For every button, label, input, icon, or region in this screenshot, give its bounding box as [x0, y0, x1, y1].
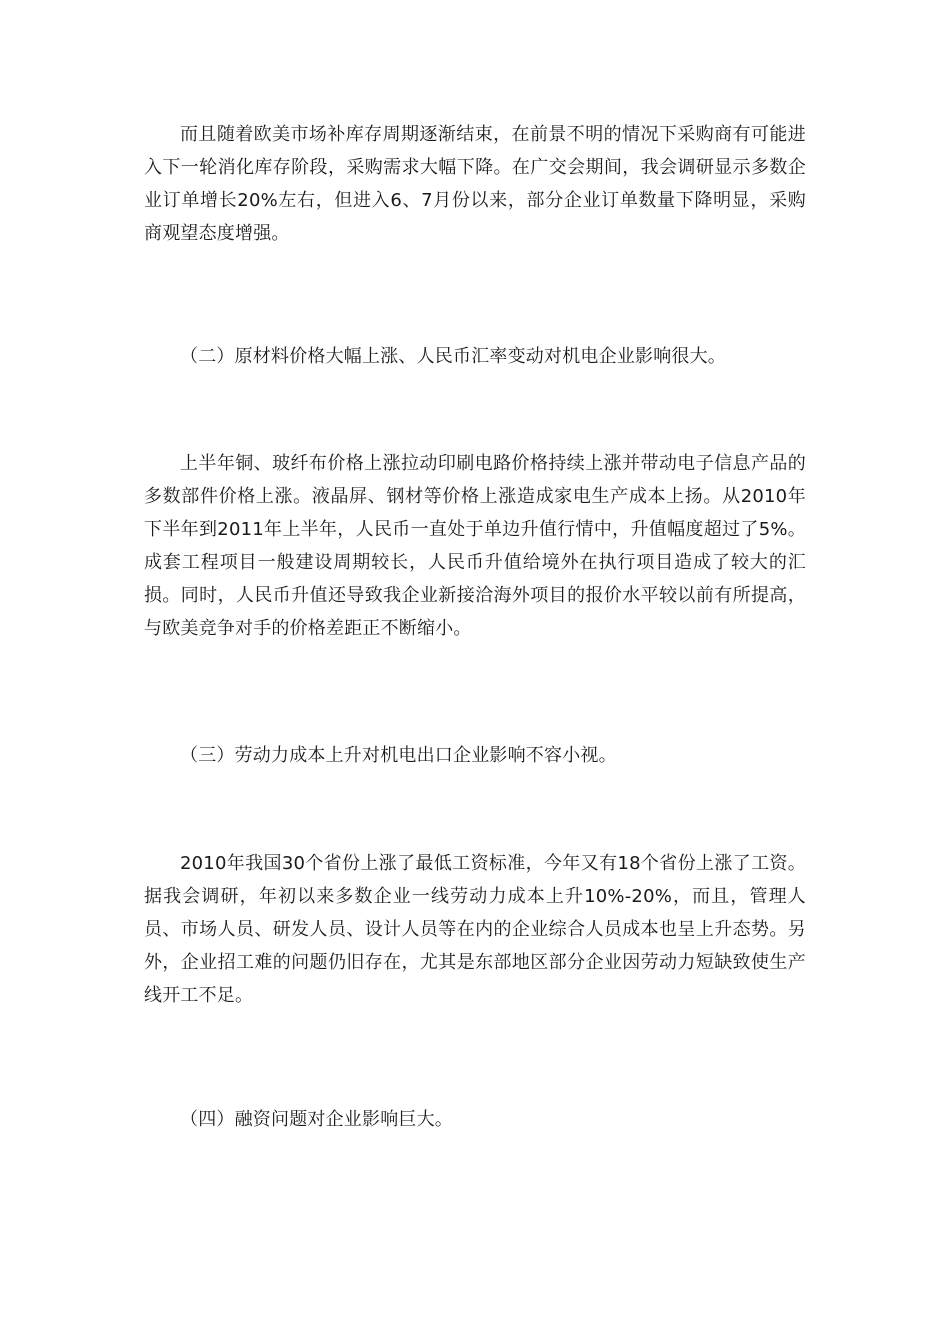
body-paragraph: 上半年铜、玻纤布价格上涨拉动印刷电路价格持续上涨并带动电子信息产品的多数部件价格上涨。液晶屏、钢材等价格上涨造成家电生产成本上扬。从2010年下半年到2011年上半年，人民币一直处于单边升值行情中，升值幅度超过了5%。成套工程项目一般建设周期较长，人民币升值给境外在执行项目造成了较大的汇损。同时，人民币升值还导致我企业新接洽海外项目的报价水平较以前有所提高，与欧美竞争对手的价格差距正不断缩小。 — [144, 453, 806, 639]
section-heading: （四）融资问题对企业影响巨大。 — [180, 1109, 453, 1130]
body-paragraph: 而且随着欧美市场补库存周期逐渐结束，在前景不明的情况下采购商有可能进入下一轮消化库存阶段，采购需求大幅下降。在广交会期间，我会调研显示多数企业订单增长20%左右，但进入6、7月份以来，部分企业订单数量下降明显，采购商观望态度增强。 — [144, 124, 806, 244]
section-heading: （二）原材料价格大幅上涨、人民币汇率变动对机电企业影响很大。 — [180, 346, 726, 367]
body-paragraph: 2010年我国30个省份上涨了最低工资标准，今年又有18个省份上涨了工资。据我会调研，年初以来多数企业一线劳动力成本上升10%-20%，而且，管理人员、市场人员、研发人员、设计人员等在内的企业综合人员成本也呈上升态势。另外，企业招工难的问题仍旧存在，尤其是东部地区部分企业因劳动力短缺致使生产线开工不足。 — [144, 853, 806, 1006]
section-heading: （三）劳动力成本上升对机电出口企业影响不容小视。 — [180, 745, 617, 766]
